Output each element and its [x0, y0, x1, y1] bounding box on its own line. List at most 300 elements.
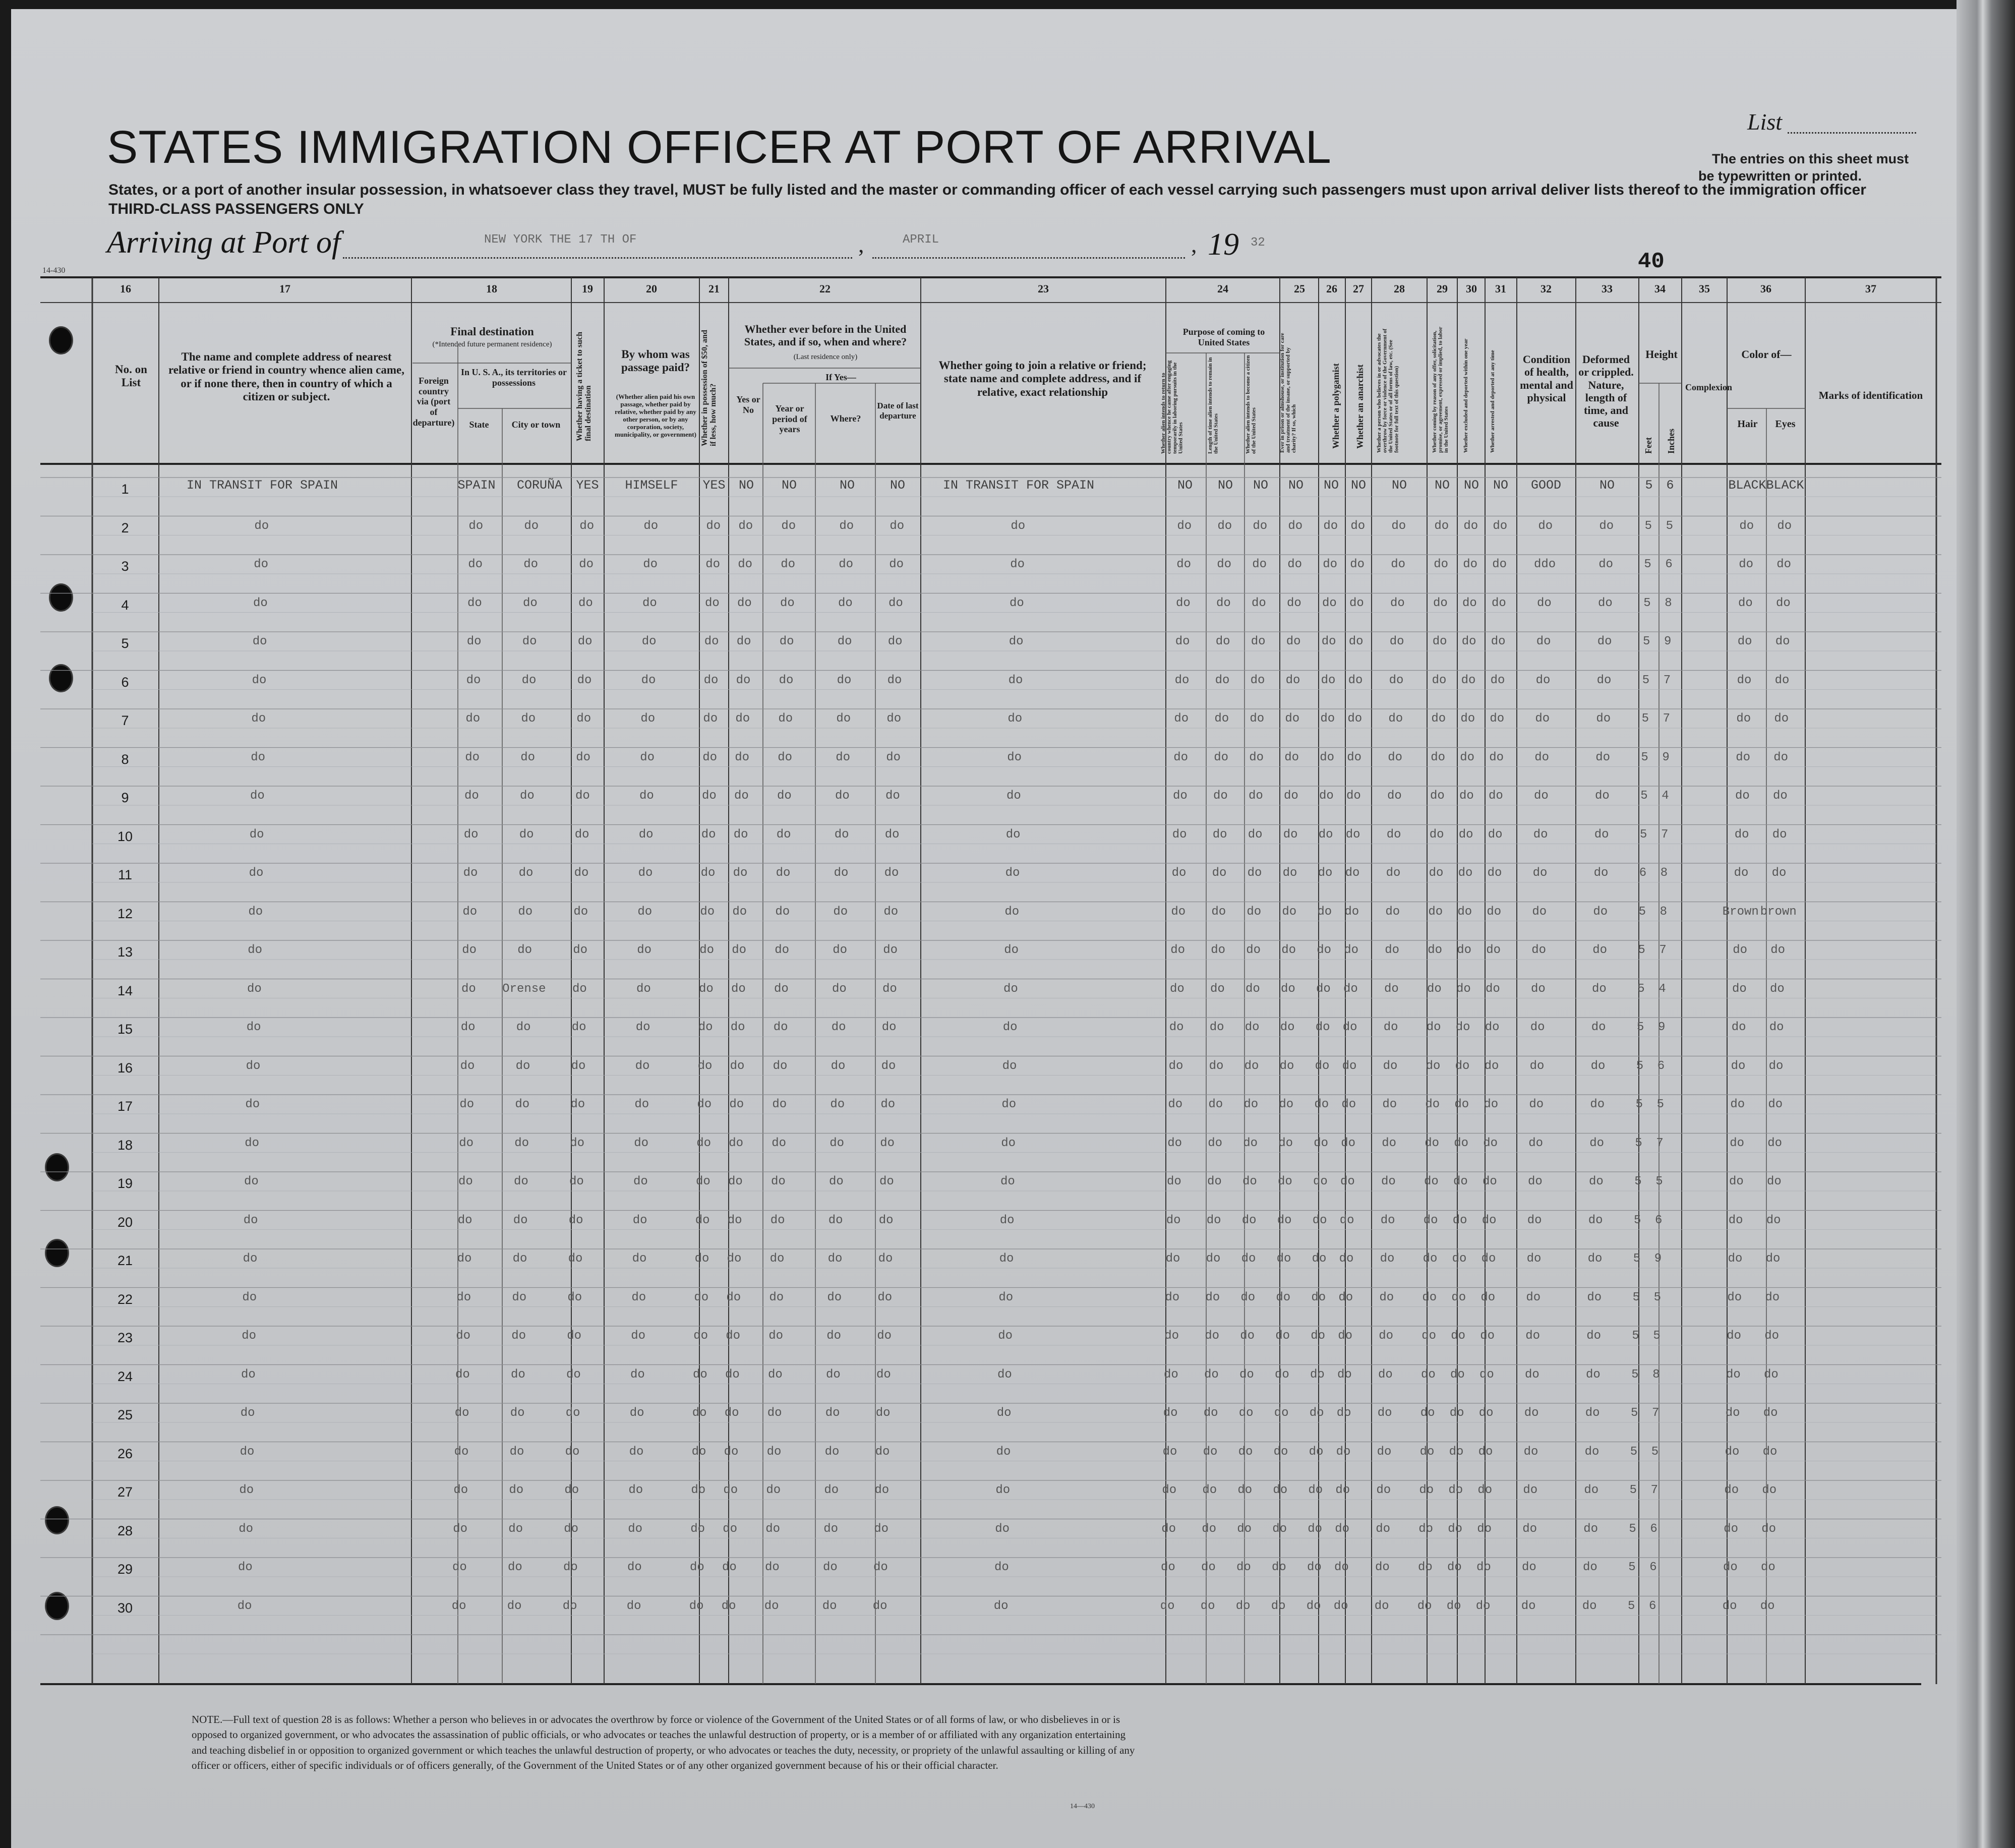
deported-cell: do	[1484, 1098, 1499, 1111]
city-cell: do	[512, 1290, 527, 1304]
height-feet-cell: 5	[1638, 943, 1645, 957]
state-cell: do	[451, 1599, 466, 1613]
where-cell: do	[831, 1021, 846, 1034]
name-address-cell: do	[243, 1252, 258, 1266]
height-inches-cell: 8	[1652, 1367, 1660, 1382]
deformed-cell: do	[1585, 1367, 1601, 1382]
anarchist-cell: do	[1349, 596, 1364, 610]
hair-color-cell: do	[1734, 827, 1749, 842]
been-before-cell: do	[732, 905, 747, 919]
state-cell: do	[468, 558, 483, 571]
excluded-cell: do	[1463, 519, 1478, 533]
years-cell: do	[764, 1561, 780, 1574]
excluded-cell: do	[1456, 982, 1471, 996]
col-22-date: Date of last departure	[877, 401, 919, 421]
prison-cell: do	[1274, 1367, 1289, 1382]
citizen-cell: do	[1240, 1329, 1255, 1343]
polygamist-cell: do	[1314, 1136, 1328, 1150]
row-number: 11	[117, 867, 133, 882]
eye-color-cell: do	[1767, 1136, 1782, 1150]
prison-cell: do	[1287, 558, 1302, 571]
join-relative-cell: do	[995, 1483, 1011, 1497]
health-cell: do	[1528, 1136, 1543, 1150]
health-cell: do	[1532, 866, 1548, 880]
height-feet-cell: 5	[1633, 1252, 1641, 1266]
footnote-question-28: NOTE.—Full text of question 28 is as follows: Whether a person who believes in or advocates the overthrow by force or violence of the Government of the United States or of all forms of law, or who disbelieves in or is opposed to organized government, or who advocates the assassination of public officials, or who advocates or teaches the unlawful destruction of property, or is a member of or affiliated with any organization entertaining and teaching disbelief in or opposition to organized government or which teaches the unlawful destruction of property, or who advocates or teaches the duty, necessity, or propriety of the unlawful assaulting or killing of any officer or officers, either of specific individuals or of officers generally, of the Government of the United States or of any other organized government because of his or their official character.	[192, 1713, 1135, 1772]
excluded-cell: do	[1458, 827, 1473, 842]
eye-color-cell: do	[1772, 827, 1787, 842]
polygamist-cell: do	[1321, 673, 1336, 687]
deported-cell: do	[1476, 1561, 1491, 1574]
where-cell: do	[822, 1561, 838, 1574]
been-before-cell: NO	[738, 478, 754, 493]
polygamist-cell: do	[1317, 943, 1331, 957]
form-code-top: 14-430	[42, 266, 66, 275]
deformed-cell: do	[1595, 750, 1610, 764]
ticket-cell: do	[566, 1367, 581, 1382]
been-before-cell: do	[724, 1445, 739, 1459]
height-feet-cell: 5	[1634, 1175, 1642, 1188]
passage-paid-cell: do	[628, 1483, 643, 1497]
length-stay-cell: do	[1214, 712, 1229, 726]
money-cell: do	[691, 1483, 706, 1497]
anarchist-cell: do	[1344, 943, 1358, 957]
length-stay-cell: do	[1204, 1367, 1219, 1382]
where-cell: do	[827, 1252, 843, 1266]
join-relative-cell: do	[998, 1329, 1013, 1343]
name-address-cell: do	[254, 519, 269, 533]
eye-color-cell: do	[1775, 596, 1791, 610]
money-cell: do	[698, 1021, 713, 1034]
deported-cell: do	[1484, 1059, 1499, 1073]
height-feet-cell: 5	[1632, 1329, 1639, 1343]
comma: ,	[1191, 231, 1197, 257]
name-address-cell: do	[242, 1329, 256, 1343]
passage-paid-cell: do	[637, 905, 653, 919]
name-address-cell: do	[244, 1175, 259, 1188]
been-before-cell: do	[729, 1136, 743, 1150]
years-cell: do	[777, 789, 792, 803]
join-relative-cell: do	[1001, 1098, 1017, 1111]
passage-paid-cell: do	[637, 943, 651, 957]
col-24b-header: Length of time alien intends to remain in the United States	[1207, 357, 1219, 454]
money-cell: do	[693, 1329, 708, 1343]
labor-offer-cell: do	[1420, 1406, 1435, 1420]
sheet-number: 40	[1638, 249, 1665, 274]
been-before-cell: do	[732, 943, 746, 957]
state-cell: do	[461, 982, 476, 996]
health-cell: do	[1529, 1059, 1545, 1073]
height-feet-cell: 5	[1641, 750, 1648, 764]
col-27-header: Whether an anarchist	[1355, 364, 1365, 449]
eye-color-cell: do	[1777, 519, 1792, 533]
years-cell: do	[773, 1021, 788, 1034]
prison-cell: do	[1277, 1175, 1292, 1188]
col-18-state: State	[469, 420, 489, 430]
name-address-cell: do	[245, 1136, 259, 1150]
height-inches-cell: 4	[1662, 789, 1669, 803]
deformed-cell: do	[1584, 1483, 1599, 1497]
q28-cell: do	[1374, 1599, 1389, 1613]
health-cell: do	[1534, 750, 1549, 764]
polygamist-cell: do	[1315, 1059, 1330, 1073]
anarchist-cell: do	[1344, 905, 1359, 919]
passage-paid-cell: do	[634, 1098, 649, 1111]
citizen-cell: do	[1248, 789, 1263, 803]
col-24-header: Purpose of coming to United States	[1182, 327, 1265, 347]
prison-cell: do	[1274, 1406, 1289, 1420]
height-inches-cell: 7	[1651, 1406, 1660, 1420]
height-feet-cell: 5	[1633, 1213, 1641, 1227]
money-cell: do	[692, 1406, 707, 1420]
years-cell: do	[765, 1522, 780, 1536]
passage-paid-cell: do	[639, 789, 654, 803]
col-35-header: Complexion	[1685, 382, 1733, 392]
ticket-cell: do	[579, 558, 594, 571]
purpose-return-cell: do	[1166, 1175, 1181, 1188]
deported-cell: do	[1491, 596, 1506, 610]
anarchist-cell: do	[1347, 712, 1362, 726]
passage-paid-cell: do	[632, 1213, 647, 1227]
join-relative-cell: do	[998, 1290, 1014, 1304]
height-feet-cell: 5	[1638, 905, 1646, 919]
excluded-cell: do	[1451, 1290, 1466, 1304]
year-suffix: 32	[1251, 236, 1265, 250]
passage-paid-cell: do	[627, 1561, 642, 1574]
deformed-cell: do	[1593, 905, 1608, 919]
deformed-cell: do	[1587, 1252, 1603, 1266]
join-relative-cell: do	[1005, 866, 1020, 880]
length-stay-cell: do	[1211, 943, 1225, 957]
length-stay-cell: do	[1215, 635, 1230, 648]
deformed-cell: do	[1591, 982, 1607, 996]
eye-color-cell: do	[1761, 1522, 1776, 1536]
prison-cell: do	[1280, 1021, 1295, 1034]
citizen-cell: NO	[1253, 478, 1268, 493]
departure-date-cell: do	[888, 596, 903, 610]
col-36-header: Color of—	[1741, 348, 1792, 361]
q28-cell: do	[1389, 673, 1404, 687]
city-cell: do	[515, 1059, 530, 1073]
state-cell: do	[462, 943, 477, 957]
passage-paid-cell: do	[629, 1445, 644, 1459]
height-feet-cell: 5	[1630, 1406, 1638, 1420]
purpose-return-cell: do	[1165, 1252, 1180, 1266]
state-cell: do	[466, 635, 482, 648]
ticket-cell: do	[570, 1136, 584, 1150]
polygamist-cell: do	[1320, 750, 1334, 764]
deported-cell: do	[1487, 905, 1502, 919]
col-23-header: Whether going to join a relative or friend; state name and complete address, and if relative, exact relationship	[938, 359, 1147, 398]
join-relative-cell: do	[1009, 596, 1024, 610]
col-33-header: Deformed or crippled. Nature, length of time, and cause	[1578, 353, 1634, 430]
health-cell: do	[1527, 1175, 1543, 1188]
q28-cell: do	[1380, 1252, 1395, 1266]
money-cell: do	[700, 866, 716, 880]
years-cell: do	[767, 1367, 783, 1382]
hair-color-cell: do	[1724, 1522, 1738, 1536]
join-relative-cell: do	[996, 1445, 1011, 1459]
city-cell: do	[519, 789, 535, 803]
excluded-cell: do	[1458, 866, 1473, 880]
name-address-cell: do	[251, 712, 266, 726]
name-address-cell: do	[249, 827, 264, 842]
q28-cell: do	[1382, 1098, 1397, 1111]
ticket-cell: do	[567, 1329, 581, 1343]
name-address-cell: do	[240, 1406, 255, 1420]
money-cell: do	[705, 558, 720, 571]
row-number: 8	[121, 751, 129, 767]
prison-cell: do	[1281, 943, 1296, 957]
column-number: 37	[1865, 282, 1876, 295]
length-stay-cell: do	[1216, 596, 1231, 610]
name-address-cell: do	[252, 673, 267, 687]
join-relative-cell: do	[999, 1213, 1015, 1227]
polygamist-cell: do	[1311, 1290, 1326, 1304]
been-before-cell: do	[734, 789, 749, 803]
city-cell: do	[521, 673, 537, 687]
ticket-cell: do	[565, 1445, 580, 1459]
citizen-cell: do	[1242, 1175, 1257, 1188]
anarchist-cell: do	[1341, 1136, 1355, 1150]
excluded-cell: do	[1451, 1329, 1465, 1343]
hair-color-cell: do	[1722, 1599, 1737, 1613]
citizen-cell: do	[1238, 1406, 1254, 1420]
deported-cell: do	[1488, 827, 1503, 842]
hair-color-cell: do	[1739, 558, 1753, 571]
been-before-cell: do	[725, 1367, 740, 1382]
labor-offer-cell: NO	[1434, 478, 1450, 493]
prison-cell: do	[1277, 1213, 1292, 1227]
anarchist-cell: do	[1338, 1290, 1353, 1304]
hair-color-cell: do	[1737, 673, 1752, 687]
where-cell: NO	[839, 478, 855, 493]
where-cell: do	[825, 1406, 840, 1420]
prison-cell: do	[1273, 1483, 1288, 1497]
row-number: 9	[121, 790, 129, 805]
height-inches-cell: 5	[1651, 1445, 1659, 1459]
money-cell: do	[703, 673, 719, 687]
join-relative-cell: IN TRANSIT FOR SPAIN	[942, 478, 1095, 493]
state-cell: do	[467, 596, 482, 610]
citizen-cell: do	[1239, 1367, 1254, 1382]
ticket-cell: do	[573, 943, 587, 957]
height-feet-cell: 6	[1639, 866, 1647, 880]
labor-offer-cell: do	[1423, 1252, 1438, 1266]
column-number: 26	[1326, 282, 1337, 295]
deformed-cell: do	[1594, 827, 1609, 842]
state-cell: do	[459, 1136, 473, 1150]
height-feet-cell: 5	[1637, 982, 1645, 996]
years-cell: do	[780, 596, 795, 610]
length-stay-cell: do	[1205, 1290, 1220, 1304]
city-cell: do	[510, 1406, 525, 1420]
deported-cell: do	[1490, 673, 1505, 687]
excluded-cell: do	[1461, 673, 1476, 687]
where-cell: do	[839, 558, 853, 571]
city-cell: do	[520, 750, 535, 764]
name-address-cell: do	[253, 596, 268, 610]
col-18-usa: In U. S. A., its territories or possessions	[461, 367, 567, 388]
years-cell: do	[776, 866, 791, 880]
height-inches-cell: 8	[1660, 905, 1667, 919]
q28-cell: do	[1382, 1136, 1396, 1150]
health-cell: do	[1526, 1290, 1541, 1304]
col-17-header: The name and complete address of nearest relative or friend in country whence alien came, or if none there, then in country of which a citizen or subject.	[168, 350, 404, 403]
purpose-return-cell: do	[1175, 635, 1190, 648]
excluded-cell: do	[1446, 1599, 1461, 1613]
name-address-cell: do	[247, 982, 262, 996]
ticket-cell: do	[564, 1483, 579, 1497]
polygamist-cell: do	[1309, 1445, 1324, 1459]
height-inches-cell: 7	[1656, 1136, 1664, 1150]
hair-color-cell: do	[1730, 1098, 1745, 1111]
deformed-cell: do	[1598, 558, 1613, 571]
q28-cell: do	[1377, 1406, 1392, 1420]
ticket-cell: do	[578, 596, 593, 610]
name-address-cell: do	[242, 1290, 257, 1304]
deformed-cell: do	[1588, 1175, 1604, 1188]
col-25-header: Ever in prison or almshouse, or institution for care and treatment of the insane, or supported by charity? If so, which	[1279, 333, 1297, 453]
col-18-city: City or town	[511, 420, 561, 430]
height-inches-cell: 6	[1665, 558, 1673, 571]
years-cell: do	[775, 905, 790, 919]
eye-color-cell: do	[1760, 1599, 1775, 1613]
years-cell: do	[781, 558, 795, 571]
hair-color-cell: do	[1723, 1561, 1738, 1574]
health-cell: do	[1526, 1252, 1542, 1266]
height-feet-cell: 5	[1639, 827, 1647, 842]
money-cell: do	[700, 905, 715, 919]
anarchist-cell: do	[1339, 1213, 1354, 1227]
height-inches-cell: 7	[1661, 827, 1669, 842]
height-inches-cell: 6	[1649, 1561, 1657, 1574]
row-number: 5	[121, 636, 129, 651]
q28-cell: do	[1388, 712, 1403, 726]
anarchist-cell: do	[1333, 1599, 1348, 1613]
ticket-cell: do	[576, 750, 590, 764]
polygamist-cell: do	[1318, 866, 1333, 880]
passage-paid-cell: do	[640, 712, 656, 726]
where-cell: do	[822, 1599, 837, 1613]
deformed-cell: do	[1586, 1329, 1601, 1343]
length-stay-cell: do	[1208, 1098, 1223, 1111]
years-cell: do	[772, 1136, 786, 1150]
height-feet-cell: 5	[1631, 1367, 1639, 1382]
departure-date-cell: do	[886, 750, 901, 764]
column-number: 35	[1699, 282, 1710, 295]
years-cell: do	[778, 712, 793, 726]
departure-date-cell: do	[883, 943, 898, 957]
length-stay-cell: do	[1202, 1483, 1217, 1497]
citizen-cell: do	[1240, 1290, 1256, 1304]
height-feet-cell: 5	[1636, 1059, 1644, 1073]
prison-cell: do	[1275, 1329, 1290, 1343]
height-feet-cell: 5	[1644, 519, 1652, 533]
column-number: 17	[279, 282, 290, 295]
departure-date-cell: do	[872, 1599, 887, 1613]
name-address-cell: do	[240, 1445, 255, 1459]
col-34-header: Height	[1645, 348, 1678, 361]
length-stay-cell: do	[1211, 905, 1226, 919]
eye-color-cell: do	[1769, 1021, 1784, 1034]
citizen-cell: do	[1236, 1561, 1251, 1574]
join-relative-cell: do	[1004, 943, 1019, 957]
health-cell: do	[1524, 1367, 1539, 1382]
height-feet-cell: 5	[1635, 1136, 1642, 1150]
labor-offer-cell: do	[1418, 1522, 1433, 1536]
citizen-cell: do	[1247, 905, 1262, 919]
years-cell: do	[766, 1445, 782, 1459]
state-cell: do	[463, 827, 479, 842]
anarchist-cell: do	[1345, 827, 1360, 842]
height-feet-cell: 5	[1629, 1522, 1636, 1536]
years-cell: do	[781, 519, 796, 533]
excluded-cell: do	[1448, 1522, 1462, 1536]
money-cell: do	[702, 750, 717, 764]
excluded-cell: do	[1449, 1406, 1464, 1420]
height-inches-cell: 8	[1665, 596, 1672, 610]
q28-cell: do	[1388, 750, 1402, 764]
deformed-cell: do	[1587, 1290, 1602, 1304]
citizen-cell: do	[1241, 1252, 1256, 1266]
height-feet-cell: 5	[1636, 1021, 1644, 1034]
column-number: 21	[708, 282, 720, 295]
departure-date-cell: do	[879, 1175, 894, 1188]
name-address-cell: IN TRANSIT FOR SPAIN	[186, 478, 338, 493]
join-relative-cell: do	[999, 1252, 1014, 1266]
length-stay-cell: do	[1217, 519, 1232, 533]
length-stay-cell: do	[1203, 1445, 1218, 1459]
years-cell: NO	[781, 478, 797, 493]
height-feet-cell: 5	[1630, 1445, 1638, 1459]
anarchist-cell: do	[1348, 635, 1364, 648]
anarchist-cell: do	[1345, 866, 1360, 880]
hair-color-cell: do	[1734, 866, 1749, 880]
years-cell: do	[770, 1213, 785, 1227]
hair-color-cell: Brown	[1722, 905, 1759, 919]
col-18-foreign: Foreign country via (port of departure)	[412, 376, 455, 428]
column-number: 18	[486, 282, 497, 295]
state-cell: do	[465, 750, 480, 764]
col-34-inches: Inches	[1666, 428, 1676, 454]
height-inches-cell: 5	[1655, 1175, 1663, 1188]
column-number: 28	[1394, 282, 1405, 295]
q28-cell: do	[1383, 1021, 1398, 1034]
ticket-cell: do	[575, 789, 590, 803]
hair-color-cell: do	[1725, 1406, 1740, 1420]
prison-cell: do	[1288, 519, 1303, 533]
join-relative-cell: do	[993, 1599, 1009, 1613]
eye-color-cell: do	[1775, 635, 1790, 648]
col-24a-header: Whether alien intends to return to country whence he came after engaging temporarily in laboring pursuits in the United States	[1160, 360, 1184, 454]
length-stay-cell: do	[1214, 750, 1228, 764]
labor-offer-cell: do	[1434, 558, 1448, 571]
length-stay-cell: do	[1217, 558, 1231, 571]
departure-date-cell: do	[881, 1059, 896, 1073]
purpose-return-cell: do	[1174, 712, 1189, 726]
citizen-cell: do	[1243, 1136, 1258, 1150]
state-cell: do	[468, 519, 484, 533]
join-relative-cell: do	[1002, 1021, 1018, 1034]
health-cell: do	[1527, 1213, 1542, 1227]
prison-cell: do	[1278, 1136, 1293, 1150]
height-inches-cell: 5	[1666, 519, 1673, 533]
column-number: 34	[1654, 282, 1666, 295]
city-cell: do	[507, 1599, 522, 1613]
hair-color-cell: do	[1736, 712, 1751, 726]
row-number: 12	[117, 906, 133, 921]
